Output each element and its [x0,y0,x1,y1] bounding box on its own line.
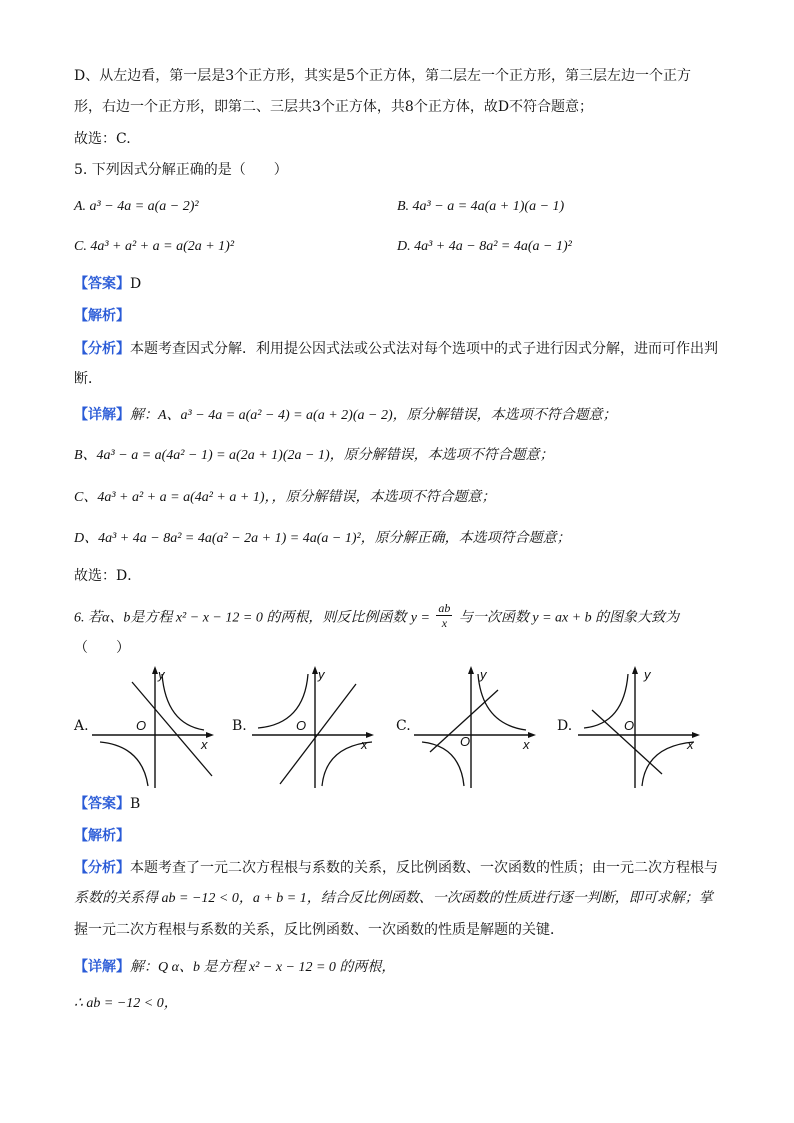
xiangjie-6b: ∴ ab = −12 < 0， [74,996,178,1011]
xiangjie-text: 解：A、a³ − 4a = a(a² − 4) = a(a + 2)(a − 2)，原分解错误，本选项不符合题意； [130,408,617,423]
xiangjie-5b: B、4a³ − a = a(4a² − 1) = a(2a + 1)(2a − 1)，原分解错误，本选项不符合题意； [74,448,554,463]
answer-value: B [130,796,141,812]
graph-d-origin-label: O [624,718,635,733]
graph-b-origin-label: O [296,718,307,733]
fenxi-text: 本题考查因式分解．利用提公因式法或公式法对每个选项中的式子进行因式分解，进而可作出判 [130,341,718,357]
question-5: 5. 下列因式分解正确的是（ ） [74,162,288,178]
xiangjie-tag: 【详解】 [74,407,130,423]
graph-c [414,664,538,790]
graph-a-x-label: x [201,737,208,752]
answer-tag: 【答案】 [74,796,130,812]
graph-d-x-label: x [687,737,694,752]
q6-option-a-label: A. [74,718,89,734]
fraction-denominator: x [441,616,448,630]
xiangjie-tag: 【详解】 [74,959,130,975]
graph-d-y-label: y [644,667,651,682]
answer-tag: 【答案】 [74,276,130,292]
q6-brackets: （ ） [74,640,130,656]
q5-option-b: B. 4a³ − a = 4a(a + 1)(a − 1) [397,199,565,214]
graph-c-origin-label: O [460,734,471,749]
q6-fraction [436,601,452,630]
xiangjie-5-end: 故选：D． [74,568,142,584]
q5-option-a: A. a³ − 4a = a(a − 2)² [74,199,199,214]
q5-option-d: D. 4a³ + 4a − 8a² = 4a(a − 1)² [397,239,572,254]
graph-b-y-label: y [318,667,325,682]
text-line-1: D、从左边看，第一层是3个正方形，其实是5个正方体，第二层左一个正方形，第三层左边一个正方 [74,68,692,84]
text-line-3: 故选：C. [74,131,131,147]
fenxi-tag: 【分析】 [74,341,130,357]
q5-option-c: C. 4a³ + a² + a = a(2a + 1)² [74,239,235,254]
answer-5 [74,274,141,294]
graph-d [578,664,702,790]
xiangjie-5c: C、4a³ + a² + a = a(4a² + a + 1)，，原分解错误，本选项不符合题意； [74,490,496,505]
xiangjie-5d: D、4a³ + 4a − 8a² = 4a(a² − 2a + 1) = 4a(a − 1)²，原分解正确，本选项符合题意； [74,531,571,546]
q6-option-d-label: D. [557,718,573,734]
fenxi-text: 本题考查了一元二次方程根与系数的关系，反比例函数、一次函数的性质；由一元二次方程根与 [130,860,718,876]
graph-a-origin-label: O [136,718,147,733]
xiangjie-5a [74,405,617,426]
fenxi-6a [74,858,718,878]
graph-b [252,664,376,790]
fenxi-tag: 【分析】 [74,860,130,876]
text-line-2: 形，右边一个正方形，即第二、三层共3个正方体，共8个正方体，故D不符合题意； [74,99,594,115]
graph-b-x-label: x [361,737,368,752]
question-6 [74,603,679,632]
fenxi-6b: 系数的关系得 ab = −12 < 0，a + b = 1，结合反比例函数、一次函数的性质进行逐一判断，即可求解；掌 [74,891,713,906]
q6-option-c-label: C. [396,718,411,734]
q6-text-b: 与一次函数 y = ax + b 的图象大致为 [458,610,680,626]
graph-a [92,664,216,790]
q6-y: y = [410,610,430,626]
q6-option-b-label: B. [232,718,247,734]
q6-text-a: 6. 若α、b是方程 x² − x − 12 = 0 的两根，则反比例函数 [74,610,407,626]
xiangjie-text: 解：Q α、b 是方程 x² − x − 12 = 0 的两根， [130,960,396,975]
graph-c-y-label: y [480,667,487,682]
analysis-tag-5: 【解析】 [74,308,130,324]
answer-6 [74,794,140,814]
answer-value: D [130,276,142,292]
graph-c-x-label: x [523,737,530,752]
fenxi-5 [74,339,718,359]
analysis-tag-6: 【解析】 [74,828,130,844]
fenxi-6c: 握一元二次方程根与系数的关系，反比例函数、一次函数的性质是解题的关键． [74,922,564,938]
fraction-numerator: ab [438,601,451,615]
xiangjie-6a [74,957,395,978]
fenxi-5-cont: 断． [74,371,102,387]
graph-a-y-label: y [158,667,165,682]
